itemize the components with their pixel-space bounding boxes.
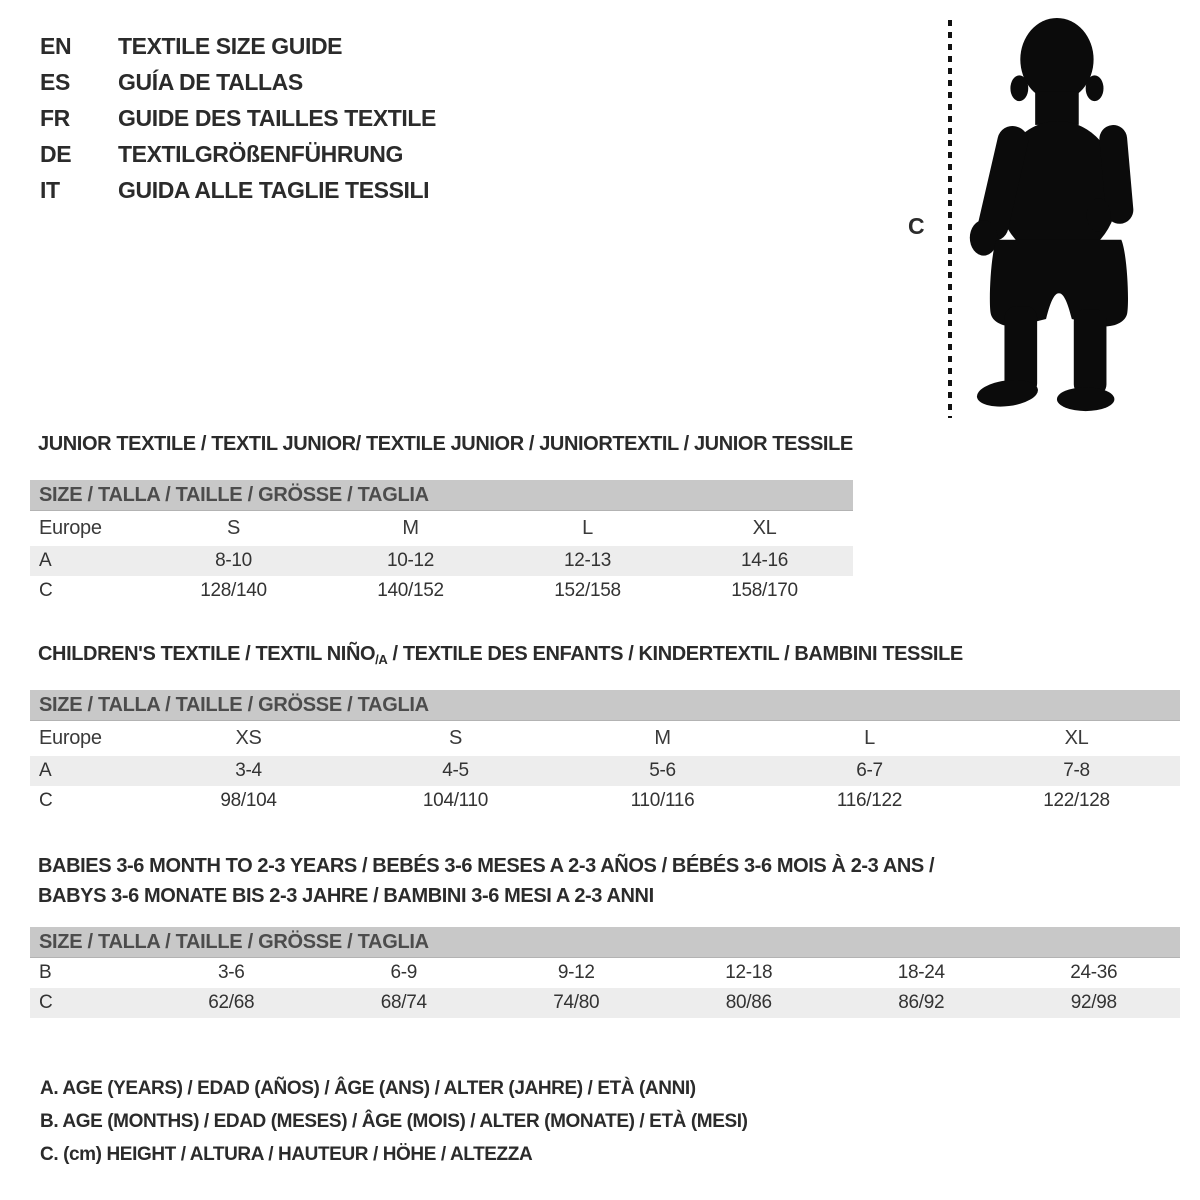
footnote-age-months: B. AGE (MONTHS) / EDAD (MESES) / ÂGE (MOIS) / ALTER (MONATE) / ETÀ (MESI): [40, 1111, 748, 1132]
language-row-es: [40, 64, 436, 100]
table-cell: 6-7: [856, 760, 883, 781]
table-cell: 62/68: [208, 992, 255, 1013]
footnote-age-years: A. AGE (YEARS) / EDAD (AÑOS) / ÂGE (ANS) / ALTER (JAHRE) / ETÀ (ANNI): [40, 1078, 696, 1099]
children-column-header-row: [30, 721, 1180, 756]
table-cell: 4-5: [442, 760, 469, 781]
junior-column-header-row: [30, 511, 853, 546]
row-label: A: [39, 550, 52, 571]
table-cell: 140/152: [377, 580, 444, 601]
table-cell: 122/128: [1043, 790, 1110, 811]
toddler-silhouette-icon: [962, 14, 1142, 420]
junior-size-header-bar: [30, 480, 853, 511]
babies-row-height: [30, 988, 1180, 1018]
junior-section-title: JUNIOR TEXTILE / TEXTIL JUNIOR/ TEXTILE JUNIOR / JUNIORTEXTIL / JUNIOR TESSILE: [38, 433, 853, 455]
table-cell: 3-6: [217, 962, 245, 983]
table-cell: 14-16: [740, 550, 789, 571]
junior-row-height: [30, 576, 853, 606]
table-cell: 3-4: [235, 760, 262, 781]
language-code: FR: [40, 104, 70, 131]
table-cell: 98/104: [220, 790, 277, 811]
row-label: A: [39, 760, 52, 781]
row-label: B: [39, 962, 52, 983]
children-row-age: [30, 756, 1180, 786]
babies-textile-section: [30, 851, 1180, 1018]
size-column-header: M: [654, 727, 671, 749]
language-code: ES: [40, 68, 70, 95]
table-cell: 68/74: [380, 992, 427, 1013]
table-cell: 116/122: [836, 790, 903, 811]
size-column-header: XL: [1064, 727, 1089, 749]
language-row-it: [40, 172, 436, 208]
table-cell: 92/98: [1070, 992, 1117, 1013]
table-cell: 12-13: [563, 550, 612, 571]
table-cell: 110/116: [630, 790, 695, 811]
row-label: C: [39, 580, 53, 601]
table-cell: 80/86: [725, 992, 772, 1013]
babies-title-line2: BABYS 3-6 MONATE BIS 2-3 JAHRE / BAMBINI 3-6 MESI A 2-3 ANNI: [38, 885, 654, 907]
children-row-height: [30, 786, 1180, 816]
height-dashed-line: [948, 20, 952, 418]
language-code: DE: [40, 140, 72, 167]
table-cell: 152/158: [554, 580, 621, 601]
row-label: C: [39, 992, 53, 1013]
size-column-header: XS: [235, 727, 262, 749]
language-code: IT: [40, 176, 60, 203]
table-cell: 18-24: [897, 962, 945, 983]
children-title-post: / TEXTILE DES ENFANTS / KINDERTEXTIL / BAMBINI TESSILE: [387, 643, 963, 665]
table-cell: 7-8: [1063, 760, 1090, 781]
children-textile-section: [30, 643, 1180, 816]
babies-title-line1: BABIES 3-6 MONTH TO 2-3 YEARS / BEBÉS 3-6 MESES A 2-3 AÑOS / BÉBÉS 3-6 MOIS À 2-3 ANS /: [38, 855, 935, 877]
table-cell: 104/110: [422, 790, 489, 811]
children-section-title: [38, 643, 1180, 666]
table-cell: 128/140: [200, 580, 267, 601]
table-cell: 74/80: [553, 992, 600, 1013]
babies-section-title: [38, 851, 1180, 911]
children-title-pre: CHILDREN'S TEXTILE / TEXTIL NIÑO: [38, 643, 376, 665]
guide-title-en: TEXTILE SIZE GUIDE: [118, 32, 343, 59]
height-measure-figure: [900, 0, 1160, 430]
junior-textile-section: [30, 433, 853, 606]
language-title-list: [40, 28, 436, 208]
table-cell: 10-12: [386, 550, 435, 571]
junior-size-header-text: SIZE / TALLA / TAILLE / GRÖSSE / TAGLIA: [39, 483, 429, 506]
size-column-header: S: [226, 517, 241, 539]
table-cell: 5-6: [649, 760, 676, 781]
guide-title-de: TEXTILGRÖßENFÜHRUNG: [118, 140, 403, 167]
babies-size-header-bar: [30, 927, 1180, 958]
region-label: Europe: [39, 727, 102, 749]
children-size-header-text: SIZE / TALLA / TAILLE / GRÖSSE / TAGLIA: [39, 693, 429, 716]
language-row-de: [40, 136, 436, 172]
babies-row-age-months: [30, 958, 1180, 988]
size-column-header: M: [402, 517, 419, 539]
size-column-header: S: [448, 727, 463, 749]
guide-title-it: GUIDA ALLE TAGLIE TESSILI: [118, 176, 430, 203]
guide-title-fr: GUIDE DES TAILLES TEXTILE: [118, 104, 436, 131]
legend-footnotes: [40, 1072, 748, 1171]
size-column-header: XL: [752, 517, 777, 539]
table-cell: 6-9: [390, 962, 418, 983]
junior-row-age: [30, 546, 853, 576]
language-row-fr: [40, 100, 436, 136]
table-cell: 86/92: [898, 992, 945, 1013]
children-title-subscript: /A: [375, 652, 388, 667]
size-column-header: L: [582, 517, 593, 539]
footnote-height-cm: C. (cm) HEIGHT / ALTURA / HAUTEUR / HÖHE / ALTEZZA: [40, 1144, 533, 1165]
size-column-header: L: [864, 727, 875, 749]
table-cell: 9-12: [557, 962, 595, 983]
language-row-en: [40, 28, 436, 64]
height-measure-label: C: [908, 213, 925, 239]
guide-title-es: GUÍA DE TALLAS: [118, 68, 303, 95]
children-size-header-bar: [30, 690, 1180, 721]
table-cell: 12-18: [725, 962, 773, 983]
babies-size-header-text: SIZE / TALLA / TAILLE / GRÖSSE / TAGLIA: [39, 930, 429, 953]
table-cell: 158/170: [731, 580, 798, 601]
table-cell: 24-36: [1070, 962, 1118, 983]
row-label: C: [39, 790, 53, 811]
language-code: EN: [40, 32, 72, 59]
region-label: Europe: [39, 517, 102, 539]
table-cell: 8-10: [215, 550, 252, 571]
